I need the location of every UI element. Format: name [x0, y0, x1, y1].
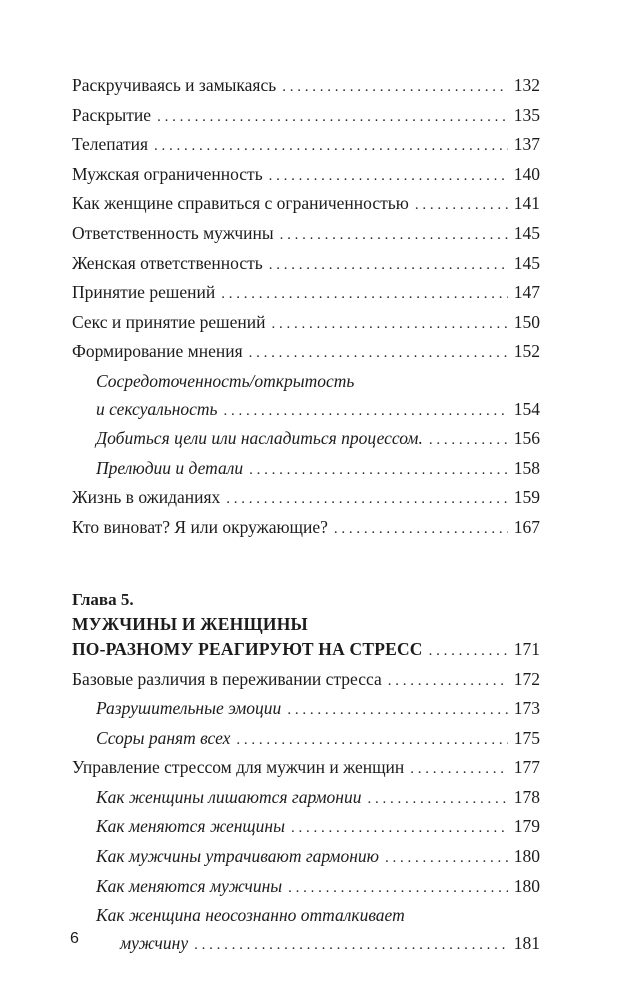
toc-leader-dots	[157, 104, 508, 132]
toc-leader-dots	[288, 875, 508, 903]
toc-subentry-title: Разрушительные эмоции	[96, 698, 282, 719]
toc-entry-page: 177	[513, 757, 540, 778]
toc-leader-dots	[291, 815, 508, 843]
toc-subentry-title: Добиться цели или насладиться процессом.	[96, 428, 423, 449]
toc-leader-dots	[194, 932, 508, 960]
toc-subentry	[72, 695, 540, 725]
toc-subentry	[72, 455, 540, 485]
toc-entry-page: 140	[513, 163, 540, 184]
toc-entry-page: 137	[513, 134, 540, 155]
toc-entry	[72, 514, 540, 544]
toc-entry-page: 141	[513, 193, 540, 214]
toc-entry-title: Телепатия	[72, 134, 149, 155]
chapter-page: 171	[513, 638, 540, 659]
toc-entry-page: 159	[513, 487, 540, 508]
toc-subentry-page: 180	[513, 875, 540, 896]
toc-leader-dots	[249, 340, 508, 368]
page-number: 6	[70, 930, 79, 947]
toc-leader-dots	[221, 281, 508, 309]
toc-entry-page: 135	[513, 104, 540, 125]
toc-leader-dots	[224, 398, 508, 426]
toc-entry-page: 152	[513, 341, 540, 362]
toc-entry	[72, 220, 540, 250]
toc-subentry-page: 175	[513, 727, 540, 748]
toc-entry	[72, 131, 540, 161]
toc-entry-page: 167	[513, 516, 540, 537]
toc-entry	[72, 72, 540, 102]
toc-subentry-page: 156	[513, 428, 540, 449]
toc-subentry-title: и сексуальность	[96, 398, 218, 419]
toc-entry	[72, 309, 540, 339]
toc-entry	[72, 279, 540, 309]
toc-leader-dots	[388, 668, 508, 696]
toc-leader-dots	[280, 222, 508, 250]
toc-leader-dots	[410, 756, 507, 784]
toc-subentry-title: Как женщины лишаются гармонии	[96, 786, 362, 807]
toc-entry-title: Формирование мнения	[72, 341, 243, 362]
toc-subentry-page: 181	[513, 932, 540, 953]
toc-entry-title: Как женщине справиться с ограниченностью	[72, 193, 409, 214]
toc-leader-dots	[226, 486, 507, 514]
toc-leader-dots	[269, 163, 508, 191]
toc-leader-dots	[282, 74, 508, 102]
toc-subentry	[72, 843, 540, 873]
toc-entry	[72, 338, 540, 368]
toc-leader-dots	[236, 727, 507, 755]
toc-subentry-page: 154	[513, 398, 540, 419]
table-of-contents	[72, 72, 540, 959]
toc-entry-title: Управление стрессом для мужчин и женщин	[72, 757, 405, 778]
toc-subentry-page: 158	[513, 457, 540, 478]
toc-leader-dots	[334, 516, 508, 544]
toc-entry-title: Жизнь в ожиданиях	[72, 487, 221, 508]
toc-entry-title: Секс и принятие решений	[72, 311, 266, 332]
toc-entry-title: Кто виноват? Я или окружающие?	[72, 516, 328, 537]
toc-entry-title: Женская ответственность	[72, 252, 263, 273]
toc-entry-title: Ответственность мужчины	[72, 222, 274, 243]
toc-entry	[72, 754, 540, 784]
toc-entry-page: 147	[513, 282, 540, 303]
toc-subentry-title: Прелюдии и детали	[96, 457, 244, 478]
toc-entry	[72, 161, 540, 191]
toc-subentry	[72, 813, 540, 843]
toc-entry	[72, 250, 540, 280]
toc-entry	[72, 190, 540, 220]
toc-entry-title: Раскручиваясь и замыкаясь	[72, 75, 277, 95]
toc-leader-dots	[429, 638, 508, 664]
toc-subentry-page: 173	[513, 698, 540, 719]
chapter-title-line: МУЖЧИНЫ И ЖЕНЩИНЫ	[72, 613, 308, 634]
toc-leader-dots	[429, 427, 508, 455]
toc-entry-title: Принятие решений	[72, 282, 216, 303]
toc-subentry	[72, 873, 540, 903]
toc-entry-title: Базовые различия в переживании стресса	[72, 668, 382, 689]
toc-entry-title: Мужская ограниченность	[72, 163, 263, 184]
toc-entry	[72, 102, 540, 132]
toc-entry-page: 150	[513, 311, 540, 332]
toc-subentry-title: Как меняются женщины	[96, 816, 285, 837]
toc-entry-page: 145	[513, 222, 540, 243]
toc-subentry-title: Ссоры ранят всех	[96, 727, 231, 748]
toc-subentry	[72, 396, 540, 426]
toc-subentry-title: мужчину	[120, 932, 189, 953]
toc-leader-dots	[385, 845, 508, 873]
toc-subentry-first-line: Как женщина неосознанно отталкивает	[96, 905, 405, 926]
toc-subentry-page: 178	[513, 786, 540, 807]
toc-subentry-page: 179	[513, 816, 540, 837]
toc-entry-title: Раскрытие	[72, 104, 152, 125]
chapter-title-row	[72, 636, 540, 664]
toc-leader-dots	[287, 697, 507, 725]
toc-subentry	[72, 784, 540, 814]
toc-subentry-title: Как мужчины утрачивают гармонию	[96, 846, 379, 867]
chapter-title-line: ПО-РАЗНОМУ РЕАГИРУЮТ НА СТРЕСС	[72, 638, 423, 659]
toc-subentry	[72, 425, 540, 455]
toc-leader-dots	[415, 192, 508, 220]
toc-leader-dots	[272, 311, 508, 339]
toc-entry-page: 172	[513, 668, 540, 689]
toc-entry	[72, 666, 540, 696]
toc-entry	[72, 484, 540, 514]
chapter-label: Глава 5.	[72, 589, 134, 609]
toc-entry-page: 145	[513, 252, 540, 273]
toc-subentry-title: Как меняются мужчины	[96, 875, 283, 896]
toc-subentry	[72, 725, 540, 755]
toc-leader-dots	[249, 457, 508, 485]
toc-subentry-first-line: Сосредоточенность/открытость	[96, 370, 355, 391]
toc-leader-dots	[269, 252, 508, 280]
toc-subentry	[72, 930, 540, 960]
toc-leader-dots	[367, 786, 507, 814]
toc-entry-page: 132	[513, 75, 540, 95]
toc-subentry-page: 180	[513, 846, 540, 867]
toc-leader-dots	[154, 133, 508, 161]
